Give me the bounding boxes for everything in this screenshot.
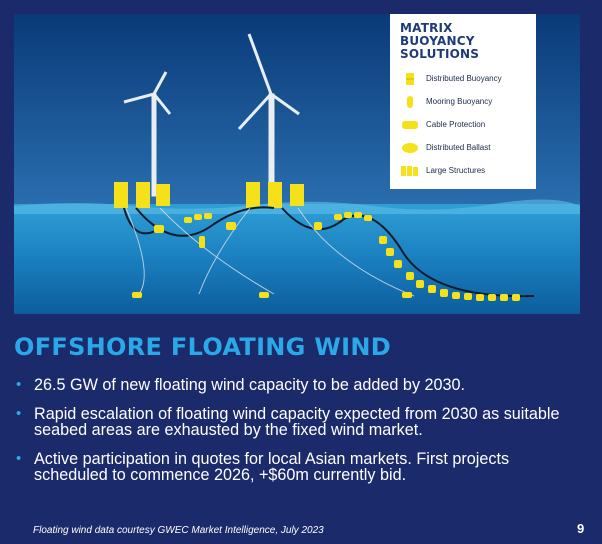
bullet-dot-icon: •: [16, 376, 22, 393]
distributed-buoyancy-icon: [400, 73, 420, 85]
legend-item-large-structures: [400, 159, 526, 182]
bullet-text: Rapid escalation of floating wind capacity expected from 2030 as suitable seabed areas are exhausted by the fixed wind market.: [34, 405, 560, 439]
legend-label: Distributed Ballast: [426, 143, 491, 152]
legend-label: Distributed Buoyancy: [426, 74, 502, 83]
legend-item-mooring-buoyancy: [400, 90, 526, 113]
slide-title: OFFSHORE FLOATING WIND: [14, 333, 391, 361]
legend-panel: [390, 14, 536, 189]
legend-item-distributed-buoyancy: [400, 67, 526, 90]
cable-protection-icon: [400, 119, 420, 131]
bullet-dot-icon: •: [16, 405, 22, 422]
legend-label: Large Structures: [426, 166, 486, 175]
page-number: 9: [577, 521, 585, 536]
bullet-list: [14, 377, 574, 496]
large-structures-icon: [400, 165, 420, 177]
mooring-buoyancy-icon: [400, 96, 420, 108]
bullet-item: [14, 377, 574, 393]
legend-item-distributed-ballast: [400, 136, 526, 159]
footnote: Floating wind data courtesy GWEC Market Intelligence, July 2023: [33, 525, 324, 536]
legend-item-cable-protection: [400, 113, 526, 136]
bullet-item: [14, 406, 574, 438]
legend-label: Mooring Buoyancy: [426, 97, 493, 106]
bullet-item: [14, 451, 574, 483]
distributed-ballast-icon: [400, 142, 420, 154]
bullet-dot-icon: •: [16, 450, 22, 467]
bullet-text: 26.5 GW of new floating wind capacity to be added by 2030.: [34, 376, 466, 394]
bullet-text: Active participation in quotes for local Asian markets. First projects scheduled to commence 2026, +$60m currently bid.: [34, 450, 510, 484]
legend-title: MATRIX BUOYANCY SOLUTIONS: [400, 21, 480, 61]
legend-label: Cable Protection: [426, 120, 486, 129]
